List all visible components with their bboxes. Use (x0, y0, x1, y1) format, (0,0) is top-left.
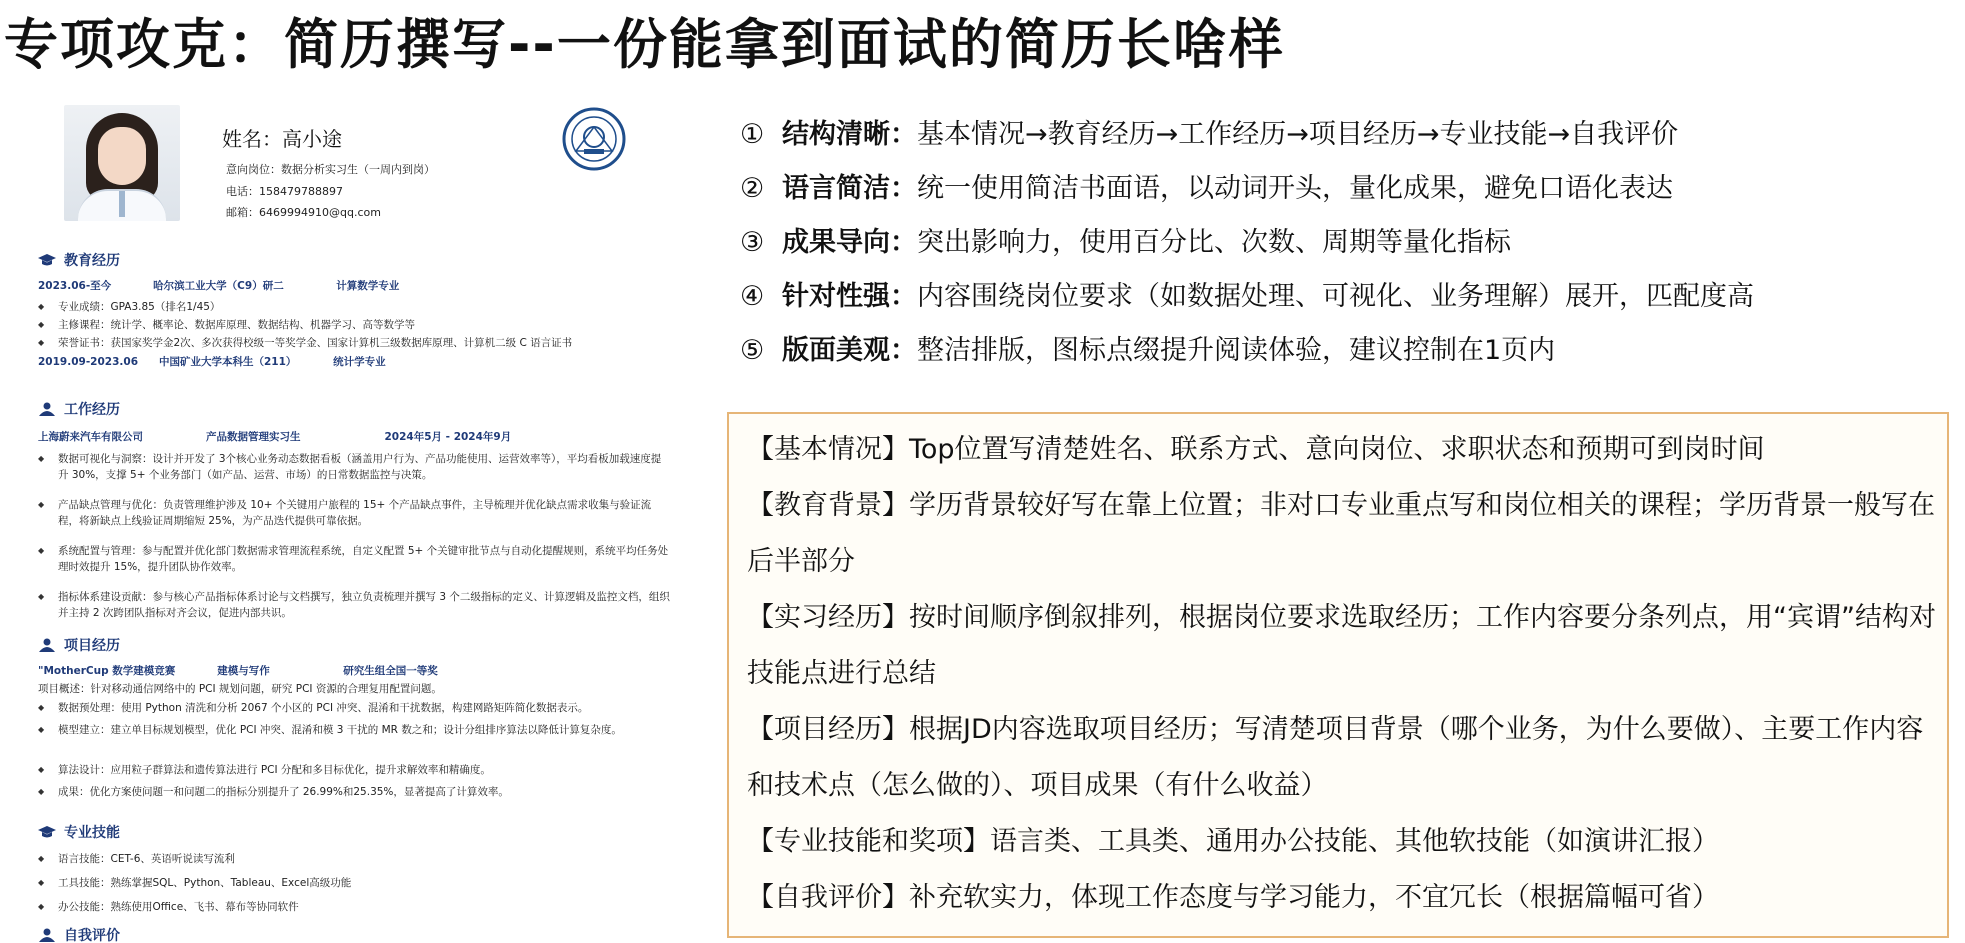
work-bullet: ◆ 指标体系建设贡献：参与核心产品指标体系讨论与文档撰写，独立负责梳理并撰写 3 个二级指标的定义、计算逻辑及监控文档，组织并主持 2 次跨团队指标对齐会议，促进内部共识。 (38, 589, 670, 621)
person-icon (38, 928, 56, 942)
tip-project: 【项目经历】根据JD内容选取项目经历；写清楚项目背景（哪个业务，为什么要做）、主要工作内容和技术点（怎么做的）、项目成果（有什么收益） (747, 714, 1924, 801)
project-bullet: ◆ 模型建立：建立单目标规划模型，优化 PCI 冲突、混淆和模 3 干扰的 MR 数之和；设计分组排序算法以降低计算复杂度。 (38, 722, 670, 738)
work-heading-label: 工作经历 (64, 402, 120, 418)
project-bullet: ◆ 数据预处理：使用 Python 清洗和分析 2067 个小区的 PCI 冲突、混淆和干扰数据，构建网路矩阵简化数据表示。 (38, 700, 670, 716)
self-eval-heading (38, 925, 120, 943)
tips-box (727, 412, 1949, 938)
name-value: 高小途 (282, 127, 342, 151)
resume-name (222, 123, 342, 152)
education-row-2: 2019.09-2023.06 中国矿业大学本科生（211） 统计学专业 (38, 356, 386, 368)
tip-education: 【教育背景】学历背景较好写在靠上位置；非对口专业重点写和岗位相关的课程；学历背景一般写在后半部分 (747, 490, 1935, 577)
work-heading (38, 399, 120, 419)
university-emblem-icon (562, 107, 626, 171)
resume-intent: 意向岗位：数据分析实习生（一周内到岗） (226, 163, 435, 176)
project-bullet: ◆ 成果：优化方案使问题一和问题二的指标分别提升了 26.99%和25.35%，显著提高了计算效率。 (38, 784, 670, 800)
education-bullet: ◆ 专业成绩：GPA3.85（排名1/45） (38, 299, 670, 315)
skills-heading (38, 822, 120, 842)
project-row-1: "MotherCup 数学建模竞赛 建模与写作 研究生组全国一等奖 (38, 665, 438, 677)
work-bullet: ◆ 系统配置与管理：参与配置并优化部门数据需求管理流程系统，自定义配置 5+ 个关键审批节点与自动化提醒规则，系统平均任务处理时效提升 15%，提升团队协作效率。 (38, 543, 670, 575)
page-title: 专项攻克：简历撰写--一份能拿到面试的简历长啥样 (4, 13, 1285, 76)
resume-photo (64, 105, 180, 221)
tip-basic-info: 【基本情况】Top位置写清楚姓名、联系方式、意向岗位、求职状态和预期可到岗时间 (747, 434, 1765, 465)
education-bullet: ◆ 荣誉证书：获国家奖学金2次、多次获得校级一等奖学金、国家计算机三级数据库原理、计算机二级 C 语言证书 (38, 335, 670, 351)
work-bullet: ◆ 产品缺点管理与优化：负责管理维护涉及 10+ 个关键用户旅程的 15+ 个产品缺点事件，主导梳理并优化缺点需求收集与验证流程，将新缺点上线验证周期缩短 25%，为产品迭代提供可靠依据。 (38, 497, 670, 529)
education-heading (38, 250, 120, 270)
sample-resume (0, 95, 680, 943)
skills-bullet: ◆ 办公技能：熟练使用Office、飞书、幕布等协同软件 (38, 899, 670, 915)
key-point: ③ 成果导向：突出影响力，使用百分比、次数、周期等量化指标 (740, 227, 1511, 258)
education-bullet: ◆ 主修课程：统计学、概率论、数据库原理、数据结构、机器学习、高等数学等 (38, 317, 670, 333)
key-point: ⑤ 版面美观：整洁排版，图标点缀提升阅读体验，建议控制在1页内 (740, 335, 1556, 366)
project-intro: 项目概述：针对移动通信网络中的 PCI 规划问题，研究 PCI 资源的合理复用配置问题。 (38, 683, 442, 695)
education-heading-label: 教育经历 (64, 253, 120, 269)
skills-bullet: ◆ 语言技能：CET-6、英语听说读写流利 (38, 851, 670, 867)
self-eval-heading-label: 自我评价 (64, 928, 120, 943)
resume-email: 邮箱：6469994910@qq.com (226, 206, 381, 219)
person-icon (38, 638, 56, 652)
tip-skills: 【专业技能和奖项】语言类、工具类、通用办公技能、其他软技能（如演讲汇报） (747, 826, 1719, 857)
tip-self-eval: 【自我评价】补充软实力，体现工作态度与学习能力，不宜冗长（根据篇幅可省） (747, 882, 1719, 913)
project-heading-label: 项目经历 (64, 638, 120, 654)
project-bullet: ◆ 算法设计：应用粒子群算法和遗传算法进行 PCI 分配和多目标优化，提升求解效率和精确度。 (38, 762, 670, 778)
skills-heading-label: 专业技能 (64, 825, 120, 841)
education-row-1: 2023.06-至今 哈尔滨工业大学（C9）研二 计算数学专业 (38, 280, 400, 292)
key-point: ④ 针对性强：内容围绕岗位要求（如数据处理、可视化、业务理解）展开，匹配度高 (740, 281, 1754, 312)
work-bullet: ◆ 数据可视化与洞察：设计并开发了 3个核心业务动态数据看板（涵盖用户行为、产品功能使用、运营效率等），平均看板加载速度提升 30%，支撑 5+ 个业务部门（如产品、运营、市场）的日常数据监控与决策。 (38, 451, 670, 483)
key-point: ② 语言简洁：统一使用简洁书面语，以动词开头，量化成果，避免口语化表达 (740, 173, 1673, 204)
tip-internship: 【实习经历】按时间顺序倒叙排列，根据岗位要求选取经历；工作内容要分条列点，用“宾谓”结构对技能点进行总结 (747, 602, 1936, 689)
graduation-cap-icon (38, 253, 56, 267)
person-icon (38, 402, 56, 416)
work-row-1: 上海蔚来汽车有限公司 产品数据管理实习生 2024年5月 - 2024年9月 (38, 431, 512, 443)
resume-phone: 电话：158479788897 (226, 185, 343, 198)
skills-bullet: ◆ 工具技能：熟练掌握SQL、Python、Tableau、Excel高级功能 (38, 875, 670, 891)
key-point: ① 结构清晰：基本情况→教育经历→工作经历→项目经历→专业技能→自我评价 (740, 119, 1679, 150)
graduation-cap-icon (38, 825, 56, 839)
project-heading (38, 635, 120, 655)
name-label: 姓名： (222, 127, 282, 151)
